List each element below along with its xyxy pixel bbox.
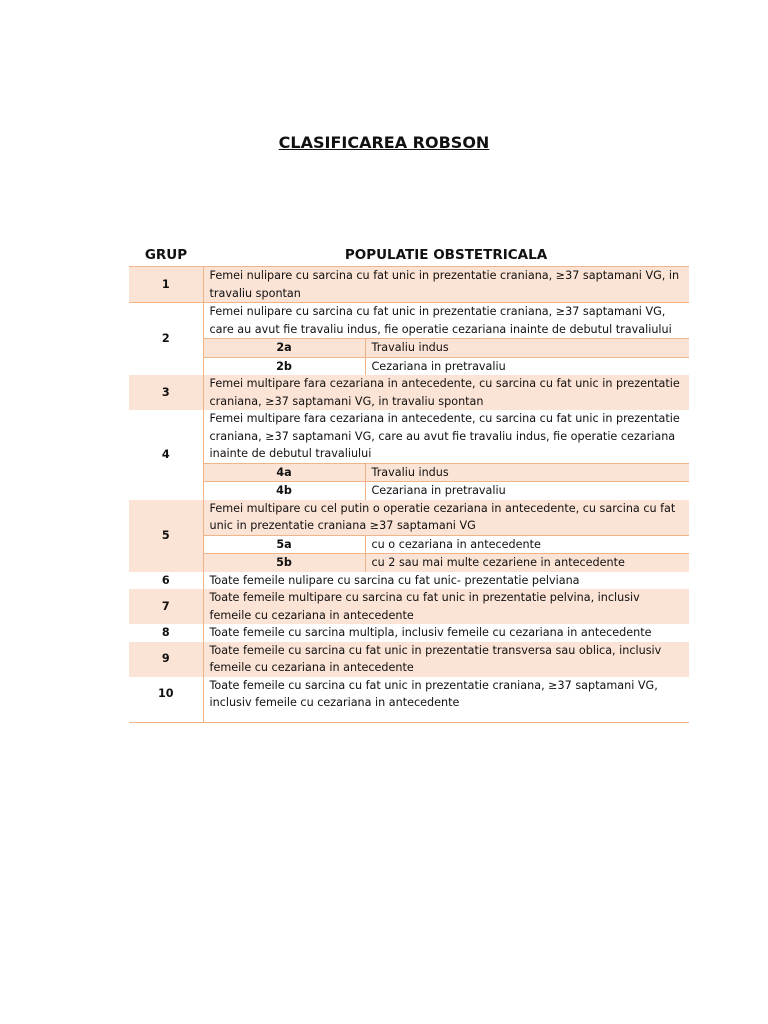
subgroup-row — [129, 535, 689, 554]
group-number: 1 — [129, 267, 203, 303]
table-header-row — [129, 244, 689, 267]
table-row — [129, 500, 689, 536]
subgroup-description: Travaliu indus — [365, 339, 689, 358]
group-description: Toate femeile nulipare cu sarcina cu fat unic- prezentatie pelviana — [209, 573, 580, 587]
group-number: 7 — [129, 589, 203, 624]
group-number: 10 — [129, 677, 203, 723]
group-number: 4 — [129, 410, 203, 500]
page-title: CLASIFICAREA ROBSON — [278, 133, 490, 152]
group-description: Toate femeile cu sarcina multipla, inclusiv femeile cu cezariana in antecedente — [209, 626, 652, 639]
subgroup-row — [129, 339, 689, 358]
subgroup-code: 5b — [203, 554, 365, 572]
subgroup-code: 2b — [203, 357, 365, 375]
subgroup-row — [129, 482, 689, 500]
header-grup: GRUP — [129, 244, 203, 267]
subgroup-description: Cezariana in pretravaliu — [365, 357, 689, 375]
group-number: 6 — [129, 572, 203, 590]
table-row — [129, 572, 689, 590]
group-description: Femei multipare fara cezariana in antecedente, cu sarcina cu fat unic in prezentatie craniana, ≥37 saptamani VG, care au avut fie travaliu indus, fie operatie cezariana inainte de debutul travaliului — [209, 412, 680, 460]
subgroup-description: Cezariana in pretravaliu — [365, 482, 689, 500]
header-populatie: POPULATIE OBSTETRICALA — [203, 244, 689, 267]
subgroup-code: 4a — [203, 463, 365, 482]
group-number: 2 — [129, 303, 203, 376]
table-row — [129, 624, 689, 642]
group-number: 3 — [129, 375, 203, 410]
subgroup-row — [129, 554, 689, 572]
group-description: Toate femeile cu sarcina cu fat unic in prezentatie transversa sau oblica, inclusiv femeile cu cezariana in antecedente — [203, 642, 689, 677]
group-description: Femei multipare fara cezariana in antecedente, cu sarcina cu fat unic in prezentatie craniana, ≥37 saptamani VG, in travaliu spontan — [203, 375, 689, 410]
subgroup-description: cu 2 sau mai multe cezariene in antecedente — [365, 554, 689, 572]
table-row — [129, 677, 689, 723]
subgroup-code: 5a — [203, 535, 365, 554]
group-description: Femei nulipare cu sarcina cu fat unic in prezentatie craniana, ≥37 saptamani VG, care au avut fie travaliu indus, fie operatie cezariana inainte de debutul travaliului — [203, 303, 689, 339]
group-description: Femei multipare cu cel putin o operatie cezariana in antecedente, cu sarcina cu fat unic in prezentatie craniana ≥37 saptamani VG — [203, 500, 689, 536]
subgroup-description: Travaliu indus — [365, 463, 689, 482]
subgroup-code: 2a — [203, 339, 365, 358]
group-number: 9 — [129, 642, 203, 677]
table-row — [129, 589, 689, 624]
robson-table — [129, 244, 689, 723]
subgroup-row — [129, 357, 689, 375]
subgroup-code: 4b — [203, 482, 365, 500]
group-description: Femei nulipare cu sarcina cu fat unic in prezentatie craniana, ≥37 saptamani VG, in travaliu spontan — [203, 267, 689, 303]
table-row — [129, 410, 689, 463]
subgroup-description: cu o cezariana in antecedente — [365, 535, 689, 554]
group-description: Toate femeile cu sarcina cu fat unic in prezentatie craniana, ≥37 saptamani VG, inclusiv femeile cu cezariana in antecedente — [203, 677, 689, 723]
table-row — [129, 267, 689, 303]
group-number: 8 — [129, 624, 203, 642]
group-description: Toate femeile multipare cu sarcina cu fat unic in prezentatie pelvina, inclusiv femeile cu cezariana in antecedente — [203, 589, 689, 624]
table-row — [129, 642, 689, 677]
table-row — [129, 375, 689, 410]
table-row — [129, 303, 689, 339]
subgroup-row — [129, 463, 689, 482]
group-number: 5 — [129, 500, 203, 572]
